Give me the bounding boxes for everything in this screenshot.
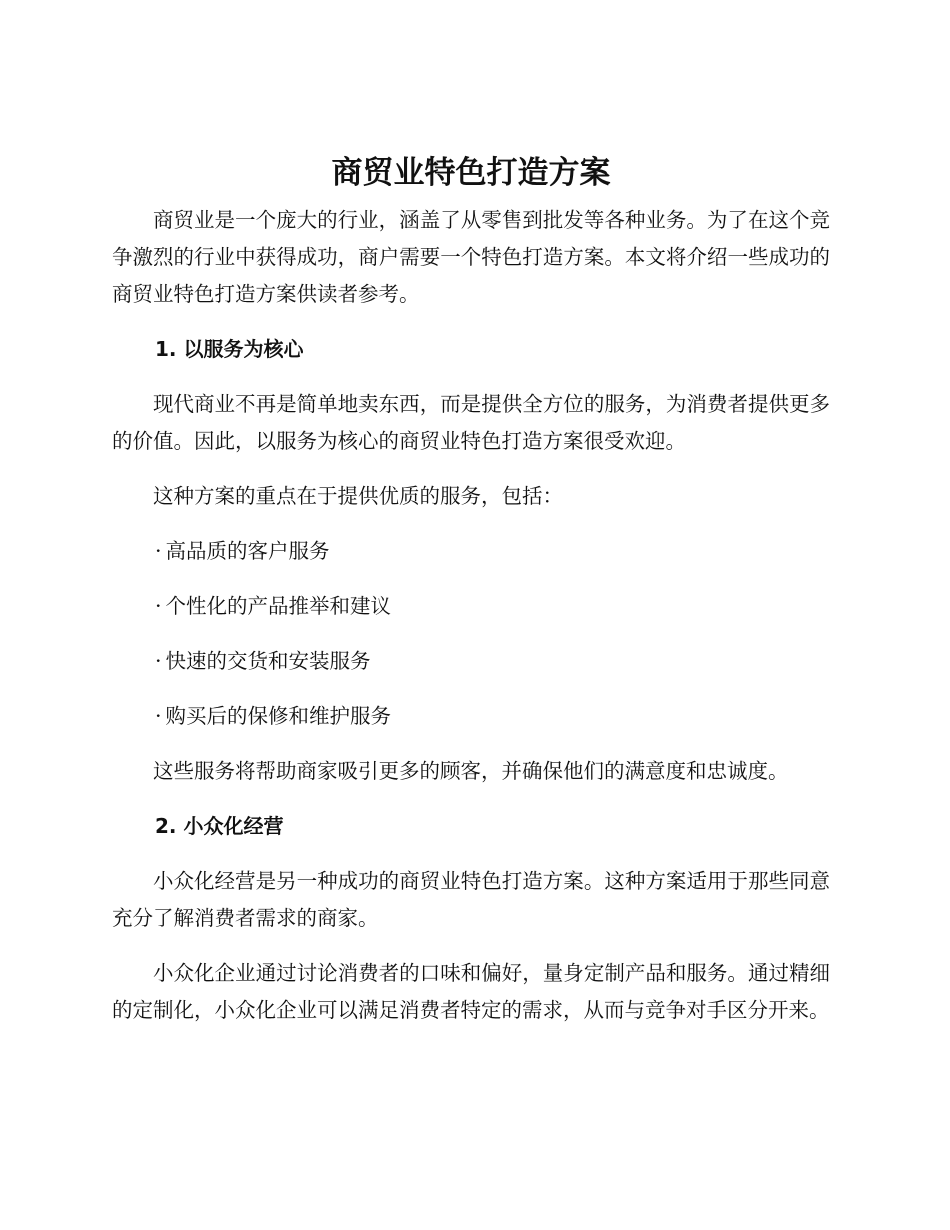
- section-heading-1: 1. 以服务为核心: [155, 337, 304, 361]
- list-item: [112, 588, 830, 625]
- list-item-text: 购买后的保修和维护服务: [165, 704, 392, 728]
- bullet-mark: ·: [155, 594, 162, 618]
- intro-paragraph: 商贸业是一个庞大的行业，涵盖了从零售到批发等各种业务。为了在这个竞争激烈的行业中获得成功，商户需要一个特色打造方案。本文将介绍一些成功的商贸业特色打造方案供读者参考。: [112, 208, 830, 306]
- list-item-text: 个性化的产品推举和建议: [165, 594, 392, 618]
- page-title: 商贸业特色打造方案: [331, 155, 611, 191]
- list-item: [112, 533, 830, 570]
- list-item-text: 高品质的客户服务: [165, 539, 330, 563]
- section1-paragraph-1: 现代商业不再是简单地卖东西，而是提供全方位的服务，为消费者提供更多的价值。因此，以服务为核心的商贸业特色打造方案很受欢迎。: [112, 392, 830, 453]
- bullet-mark: ·: [155, 539, 162, 563]
- list-item: [112, 698, 830, 735]
- section2-paragraph-2: 小众化企业通过讨论消费者的口味和偏好，量身定制产品和服务。通过精细的定制化，小众化企业可以满足消费者特定的需求，从而与竞争对手区分开来。: [112, 961, 830, 1022]
- bullet-mark: ·: [155, 649, 162, 673]
- bullet-mark: ·: [155, 704, 162, 728]
- list-item-text: 快速的交货和安装服务: [165, 649, 371, 673]
- list-item: [112, 643, 830, 680]
- document-page: [112, 150, 830, 1047]
- section2-paragraph-1: 小众化经营是另一种成功的商贸业特色打造方案。这种方案适用于那些同意充分了解消费者需求的商家。: [112, 869, 830, 930]
- section-heading-2: 2. 小众化经营: [155, 814, 284, 838]
- section1-paragraph-3: 这些服务将帮助商家吸引更多的顾客，并确保他们的满意度和忠诚度。: [153, 759, 789, 783]
- section1-paragraph-2: 这种方案的重点在于提供优质的服务，包括：: [153, 484, 563, 508]
